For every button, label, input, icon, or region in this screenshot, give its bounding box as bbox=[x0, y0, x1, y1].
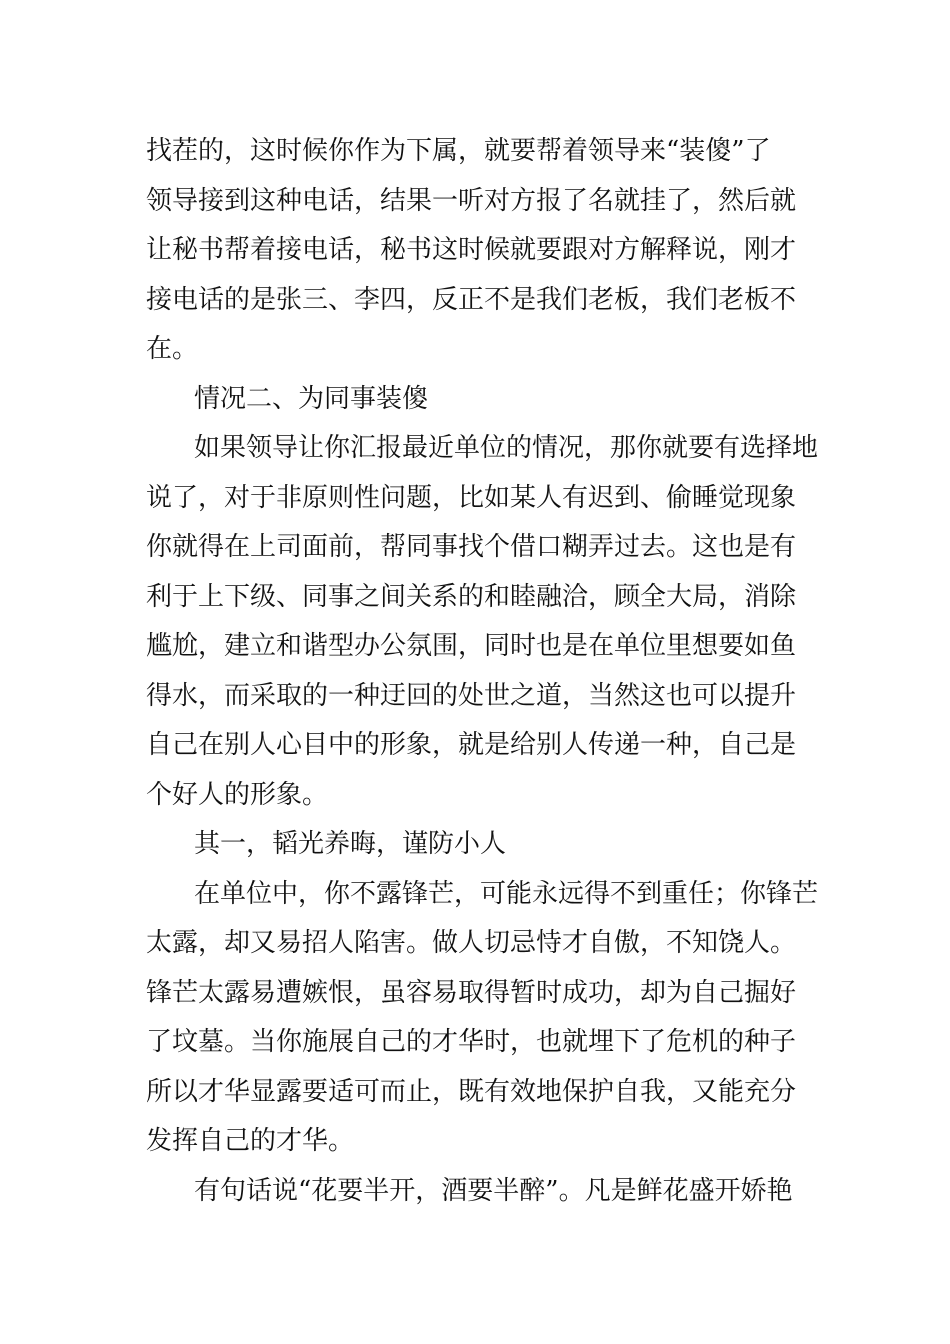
text-line: 在。 bbox=[146, 334, 199, 364]
text-line: 太露，却又易招人陷害。做人切忌恃才自傲，不知饶人。 bbox=[146, 928, 797, 958]
section-heading: 其一，韬光养晦，谨防小人 bbox=[194, 829, 507, 859]
text-line: 发挥自己的才华。 bbox=[146, 1126, 355, 1156]
text-line: 找茬的，这时候你作为下属，就要帮着领导来“装傻”了 bbox=[146, 136, 771, 166]
text-line: 利于上下级、同事之间关系的和睦融洽，顾全大局，消除 bbox=[146, 581, 797, 612]
text-line: 个好人的形象。 bbox=[146, 779, 329, 810]
text-line: 所以才华显露要适可而止，既有效地保护自我，又能充分 bbox=[146, 1076, 797, 1107]
text-line: 说了，对于非原则性问题，比如某人有迟到、偷睡觉现象 bbox=[146, 482, 797, 513]
text-line: 尴尬，建立和谐型办公氛围，同时也是在单位里想要如鱼 bbox=[146, 631, 797, 661]
text-line: 得水，而采取的一种迂回的处世之道，当然这也可以提升 bbox=[146, 680, 797, 711]
section-heading: 情况二、为同事装傻 bbox=[194, 383, 429, 414]
text-line: 你就得在上司面前，帮同事找个借口糊弄过去。这也是有 bbox=[146, 532, 797, 562]
text-line: 自己在别人心目中的形象，就是给别人传递一种，自己是 bbox=[146, 730, 797, 760]
text-line: 了坟墓。当你施展自己的才华时，也就埋下了危机的种子 bbox=[146, 1027, 797, 1057]
text-line: 接电话的是张三、李四，反正不是我们老板，我们老板不 bbox=[146, 284, 797, 315]
text-line: 锋芒太露易遭嫉恨，虽容易取得暂时成功，却为自己掘好 bbox=[146, 977, 797, 1008]
text-line: 领导接到这种电话，结果一听对方报了名就挂了，然后就 bbox=[146, 185, 797, 216]
text-line: 有句话说“花要半开，酒要半醉”。凡是鲜花盛开娇艳 bbox=[194, 1175, 793, 1206]
text-line: 在单位中，你不露锋芒，可能永远得不到重任；你锋芒 bbox=[194, 878, 819, 909]
document-body bbox=[146, 127, 819, 1216]
text-line: 让秘书帮着接电话，秘书这时候就要跟对方解释说，刚才 bbox=[146, 235, 797, 265]
text-line: 如果领导让你汇报最近单位的情况，那你就要有选择地 bbox=[194, 433, 819, 463]
